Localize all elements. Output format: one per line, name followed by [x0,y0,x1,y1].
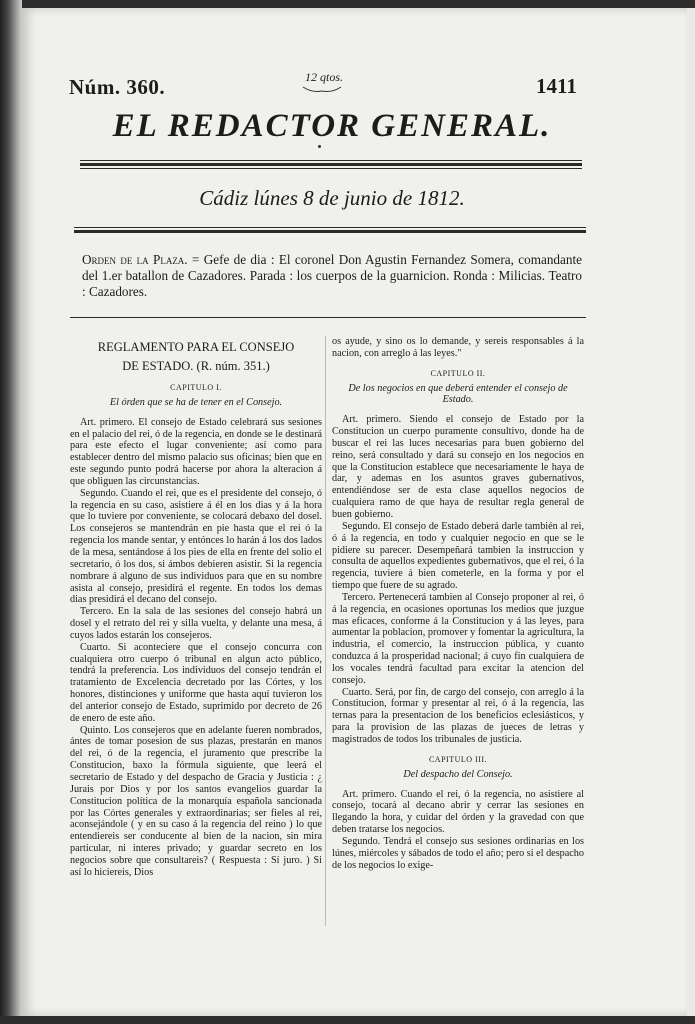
paragraph: Art. primero. El consejo de Estado celebrará sus sesiones en el palacio del rei, ó de la regencia, en donde se le destinará para este efecto el lugar conveniente; así como para establecer dentro del mismo palacio sus oficinas; bien que en este segundo punto podrá hacerse por ahora la alteracion á que obliguen las circunstancias. [70,416,322,487]
paragraph: Segundo. El consejo de Estado deberá darle también al rei, ó á la regencia, en todo y cualquier negocio en que se le pidiere su parecer. Desempeñará tambien la instruccion y consulta de aquellos expedientes gubernativos, que el rei, ó la regencia, tuviere á bien cometerle, en la forma y por el tiempo que fuere de su agrado. [332,520,584,592]
chapter-title: El órden que se ha de tener en el Consejo. [109,396,283,408]
scan-top-border [0,0,695,8]
paragraph: Quinto. Los consejeros que en adelante fueren nombrados, ántes de tomar posesion de sus plazas, prestarán en manos del rei, ó de la regencia, el juramento que prescribe la Constitucion, baxo la fórmula siguiente, que leerá el secretario de Estado y del despacho de Gracia y Justicia : ¿ Jurais por Dios y por los santos evangelios guardar la Constitucion política de la monarquía española sancionada por las Córtes generales y extraordinarias; ser fieles al rei, aconsejándole ( y en su caso á la regencia del reino ) lo que entendiereis ser conducente al bien de la nacion, sin mira particular, ni interes privado; y guardar secreto en los negocios sobre que consultareis? ( Respuesta : Sí juro. ) Si así lo hiciereis, Dios [70,724,322,878]
scan-bottom-border [0,1016,695,1024]
price-brace-mark [302,86,342,94]
masthead: EL REDACTOR GENERAL. [112,108,552,144]
paragraph: Tercero. Pertenecerá tambien al Consejo proponer al rei, ó á la regencia, en ocasiones oportunas los medios que juzgue mas eficaces, conforme á la Constitucion y á las leyes, para aumentar la poblacion, promover y fomentar la agricultura, la industria, el comercio, la instruccion pública, y cuanto conduzca á la prosperidad nacional; á cuyo fin cualquiera de los vocales tendrá facultad para excitar la atencion del consejo. [332,591,584,686]
chapter-title: Del despacho del Consejo. [403,768,513,780]
chapter-title: De los negocios en que deberá entender el consejo de Estado. [348,382,568,406]
left-column [70,336,322,879]
orden-de-la-plaza [82,252,582,300]
chapter-heading: CAPITULO II. [430,368,486,378]
dateline-rule-thick [74,230,586,233]
chapter-heading: CAPITULO I. [170,383,222,392]
column-divider [325,336,326,926]
masthead-rule-thin [80,160,582,161]
paragraph: Segundo. Tendrá el consejo sus sesiones ordinarias en los lúnes, miércoles y sábados de todo el año; pero si el despacho de los negocios lo exige- [332,835,584,871]
paragraph: Cuarto. Si aconteciere que el consejo concurra con cualquiera otro cuerpo ó tribunal en algun acto público, tendrá la preferencia. Los individuos del consejo tendrán el tratamiento de Excelencia decretado por las Córtes, y los honores, distinciones y uniforme que hasta aquí tuvieron los del anterior consejo de Estado, suprimido por decreto de 26 de enero de este año. [70,641,322,724]
paragraph: Tercero. En la sala de las sesiones del consejo habrá un dosel y el retrato del rei y silla vuelta, y delante una mesa, á cuyos lados estarán los consejeros. [70,606,322,641]
issue-number: Núm. 360. [69,75,166,99]
book-spine [0,0,22,1024]
section-rule [70,317,586,318]
orden-lead: Orden de la Plaza. [82,252,188,267]
masthead-rule-thick [80,163,582,166]
article-title-line-2: DE ESTADO. (R. núm. 351.) [122,359,270,373]
chapter-heading: CAPITULO III. [428,754,488,764]
orden-text: = Gefe de dia : El coronel Don Agustin Fernandez Somera, comandante del 1.er batallon de Cazadores. Parada : los cuerpos de la guarnicion. Ronda : Milicias. Teatro : Cazadores. [82,252,582,299]
paragraph-continued: os ayude, y sino os lo demande, y sereis responsables á la nacion, con arreglo á las leyes." [332,336,584,359]
dateline: Cádiz lúnes 8 de junio de 1812. [199,186,465,210]
page-number: 1411 [536,74,577,98]
dateline-rule-thin [74,227,586,228]
paragraph: Cuarto. Será, por fin, de cargo del consejo, con arreglo á la Constitucion, formar y presentar al rei, ó á la regencia, las ternas para la presentacion de los beneficios eclesiásticos, y para la provision de las plazas de jueces de letras y magistrados de todos los tribunales de justicia. [332,686,584,745]
right-column [332,336,584,871]
newspaper-page [22,8,687,1016]
issue-price: 12 qtos. [305,70,344,84]
article-title-line-1: REGLAMENTO PARA EL CONSEJO [97,340,295,354]
print-dot [318,145,321,148]
paragraph: Segundo. Cuando el rei, que es el presidente del consejo, ó la regencia en su caso, asistiere á él en los dias y á la hora que lo tuviere por conveniente, se colocará debaxo del dosel. Los consejeros se mantendrán en pie hasta que el rei ó la regencia los mande sentar, y entónces lo harán á los dos lados de la mesa, sentándose á los pies de ella en frente del solio el secretario, ó los dos, si ámbos debieren asistir. Si la regencia nombrare á alguno de sus individuos para que en su nombre asista al consejo, presidirá el regente. En todos los demas dias presidirá el decano del consejo. [70,487,322,606]
masthead-rule-thin-2 [80,168,582,169]
paragraph: Art. primero. Cuando el rei, ó la regencia, no asistiere al consejo, tocará al decano abrir y cerrar las sesiones en llegando la hora, y cuidar del órden y la gravedad con que deben tratarse los negocios. [332,788,584,836]
paragraph: Art. primero. Siendo el consejo de Estado por la Constitucion un cuerpo puramente consultivo, donde ha de buscar el rei las luces necesarias para buen gobierno del reino, será consultado y dará su consejo en los negocios en que la Constitucion establece que necesariamente le haya de dar, y ademas en los asuntos graves gubernativos, entendiéndose ser de esta clase aquellos negocios de cualquiera ramo de que haya de resultar regla general de buen gobierno. [332,414,584,520]
